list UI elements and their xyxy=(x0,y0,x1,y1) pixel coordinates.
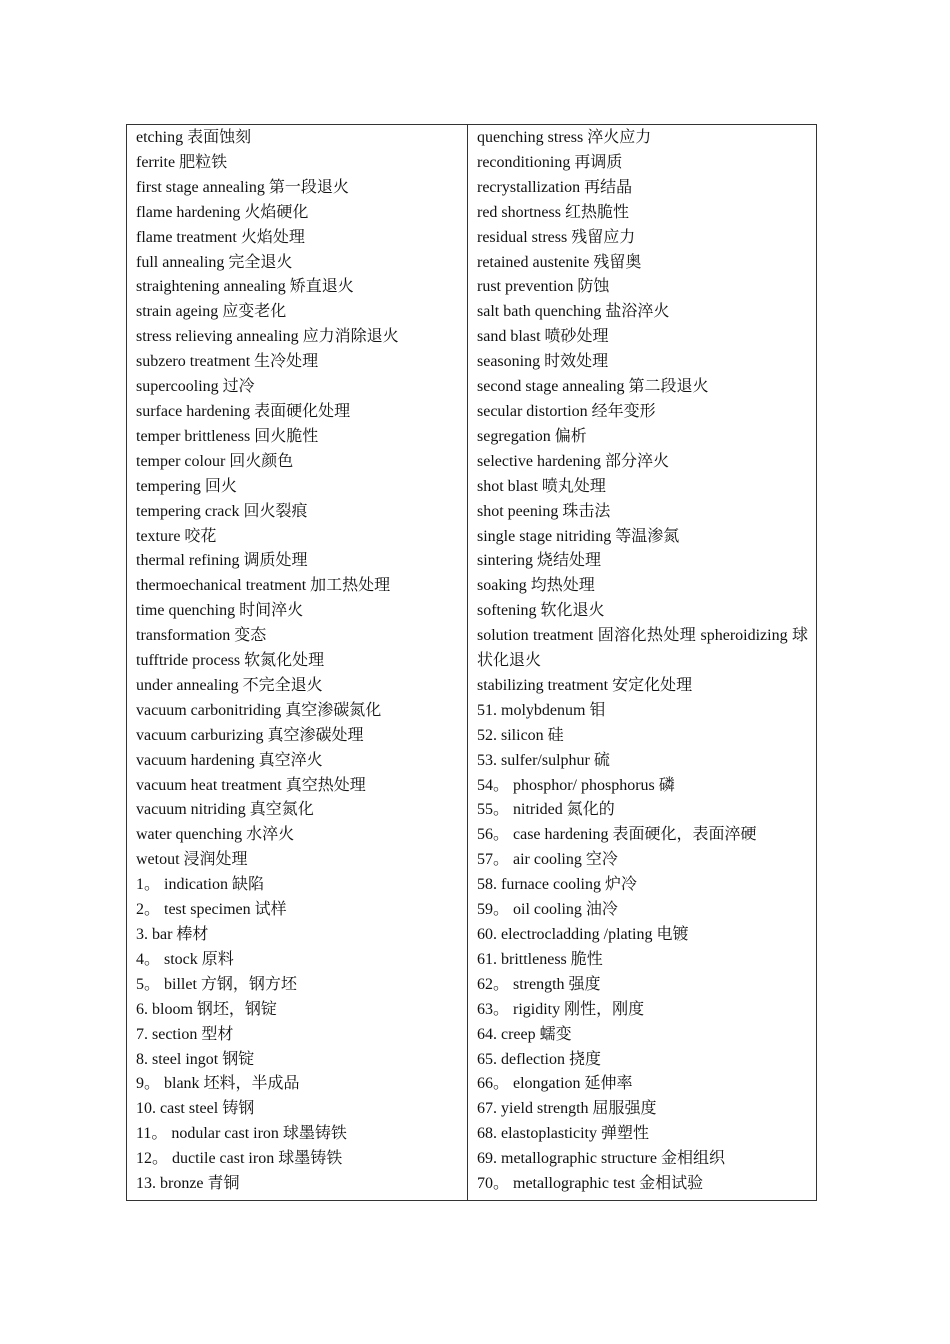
glossary-entry: 56。 case hardening 表面硬化，表面淬硬 xyxy=(477,826,757,844)
glossary-entry: sand blast 喷砂处理 xyxy=(477,328,609,346)
glossary-entry: solution treatment 固溶化热处理 spheroidizing 球状化退火 xyxy=(477,627,808,670)
glossary-entry: 62。 strength 强度 xyxy=(477,975,601,993)
glossary-entry: ferrite 肥粒铁 xyxy=(136,153,228,171)
right-entry-list xyxy=(477,126,808,1197)
glossary-entry: stress relieving annealing 应力消除退火 xyxy=(136,328,399,346)
glossary-entry: secular distortion 经年变形 xyxy=(477,402,656,420)
glossary-entry: 4。 stock 原料 xyxy=(136,950,234,968)
glossary-entry: 66。 elongation 延伸率 xyxy=(477,1075,633,1093)
glossary-entry: transformation 变态 xyxy=(136,627,267,645)
glossary-entry: temper brittleness 回火脆性 xyxy=(136,427,319,445)
glossary-entry: 58. furnace cooling 炉冷 xyxy=(477,876,637,894)
glossary-entry: flame hardening 火焰硬化 xyxy=(136,203,309,221)
glossary-entry: recrystallization 再结晶 xyxy=(477,178,633,196)
glossary-entry: 12。 ductile cast iron 球墨铸铁 xyxy=(136,1150,343,1168)
glossary-entry: second stage annealing 第二段退火 xyxy=(477,378,709,396)
glossary-entry: 54。 phosphor/ phosphorus 磷 xyxy=(477,776,675,794)
glossary-entry: 69. metallographic structure 金相组织 xyxy=(477,1150,725,1168)
glossary-entry: 2。 test specimen 试样 xyxy=(136,901,287,919)
glossary-entry: 70。 metallographic test 金相试验 xyxy=(477,1175,704,1193)
glossary-entry: 6. bloom 钢坯，钢锭 xyxy=(136,1000,277,1018)
glossary-entry: 7. section 型材 xyxy=(136,1025,234,1043)
glossary-entry: 10. cast steel 铸钢 xyxy=(136,1100,255,1118)
glossary-entry: first stage annealing 第一段退火 xyxy=(136,178,349,196)
glossary-entry: rust prevention 防蚀 xyxy=(477,278,610,296)
glossary-entry: vacuum carburizing 真空渗碳处理 xyxy=(136,726,364,744)
glossary-entry: residual stress 残留应力 xyxy=(477,228,636,246)
glossary-entry: soaking 均热处理 xyxy=(477,577,595,595)
glossary-entry: selective hardening 部分淬火 xyxy=(477,452,669,470)
glossary-entry: tufftride process 软氮化处理 xyxy=(136,652,325,670)
glossary-entry: vacuum nitriding 真空氮化 xyxy=(136,801,314,819)
left-column xyxy=(127,125,468,1201)
glossary-entry: 60. electrocladding /plating 电镀 xyxy=(477,926,689,943)
glossary-entry: strain ageing 应变老化 xyxy=(136,303,287,321)
glossary-entry: retained austenite 残留奥 xyxy=(477,253,642,271)
glossary-entry: etching 表面蚀刻 xyxy=(136,129,252,146)
glossary-entry: water quenching 水淬火 xyxy=(136,826,295,844)
glossary-entry: vacuum heat treatment 真空热处理 xyxy=(136,776,366,794)
glossary-entry: vacuum carbonitriding 真空渗碳氮化 xyxy=(136,701,382,719)
glossary-entry: shot blast 喷丸处理 xyxy=(477,477,606,495)
glossary-entry: 9。 blank 坯料，半成品 xyxy=(136,1075,300,1093)
glossary-entry: temper colour 回火颜色 xyxy=(136,452,294,470)
glossary-entry: softening 软化退火 xyxy=(477,602,605,620)
glossary-entry: 53. sulfer/sulphur 硫 xyxy=(477,751,610,769)
glossary-entry: tempering 回火 xyxy=(136,477,237,495)
glossary-entry: 61. brittleness 脆性 xyxy=(477,950,603,968)
glossary-entry: under annealing 不完全退火 xyxy=(136,676,323,694)
glossary-table xyxy=(126,124,817,1201)
glossary-entry: 64. creep 蠕变 xyxy=(477,1025,572,1043)
glossary-entry: 65. deflection 挠度 xyxy=(477,1050,601,1068)
glossary-entry: reconditioning 再调质 xyxy=(477,153,623,171)
glossary-entry: surface hardening 表面硬化处理 xyxy=(136,402,351,420)
glossary-entry: flame treatment 火焰处理 xyxy=(136,228,305,246)
glossary-entry: texture 咬花 xyxy=(136,527,217,545)
glossary-entry: 11。 nodular cast iron 球墨铸铁 xyxy=(136,1125,347,1143)
glossary-entry: 52. silicon 硅 xyxy=(477,726,564,744)
glossary-entry: vacuum hardening 真空淬火 xyxy=(136,751,323,769)
left-entry-list xyxy=(136,126,459,1197)
glossary-entry: 59。 oil cooling 油冷 xyxy=(477,901,618,919)
glossary-entry: salt bath quenching 盐浴淬火 xyxy=(477,303,670,321)
glossary-entry: 57。 air cooling 空冷 xyxy=(477,851,618,869)
glossary-entry: straightening annealing 矫直退火 xyxy=(136,278,354,296)
glossary-entry: 67. yield strength 屈服强度 xyxy=(477,1100,657,1118)
glossary-entry: wetout 浸润处理 xyxy=(136,851,248,869)
glossary-entry: 63。 rigidity 刚性，刚度 xyxy=(477,1000,645,1018)
glossary-entry: subzero treatment 生冷处理 xyxy=(136,353,319,371)
glossary-entry: single stage nitriding 等温渗氮 xyxy=(477,527,680,545)
glossary-entry: 55。 nitrided 氮化的 xyxy=(477,801,615,819)
glossary-entry: 13. bronze 青铜 xyxy=(136,1175,240,1193)
glossary-entry: segregation 偏析 xyxy=(477,427,587,445)
glossary-entry: quenching stress 淬火应力 xyxy=(477,129,652,146)
glossary-entry: full annealing 完全退火 xyxy=(136,253,293,271)
glossary-entry: 1。 indication 缺陷 xyxy=(136,876,264,894)
glossary-entry: 51. molybdenum 钼 xyxy=(477,701,606,719)
glossary-entry: sintering 烧结处理 xyxy=(477,552,601,570)
glossary-entry: red shortness 红热脆性 xyxy=(477,203,629,221)
glossary-entry: thermoechanical treatment 加工热处理 xyxy=(136,577,391,595)
glossary-entry: time quenching 时间淬火 xyxy=(136,602,304,620)
glossary-entry: supercooling 过冷 xyxy=(136,378,255,396)
glossary-entry: thermal refining 调质处理 xyxy=(136,552,308,570)
glossary-entry: 5。 billet 方钢，钢方坯 xyxy=(136,975,297,993)
glossary-entry: 8. steel ingot 钢锭 xyxy=(136,1050,255,1068)
glossary-entry: 3. bar 棒材 xyxy=(136,926,209,943)
glossary-entry: seasoning 时效处理 xyxy=(477,353,609,371)
glossary-row xyxy=(127,125,817,1201)
glossary-entry: shot peening 珠击法 xyxy=(477,502,611,520)
glossary-entry: 68. elastoplasticity 弹塑性 xyxy=(477,1125,649,1143)
glossary-entry: tempering crack 回火裂痕 xyxy=(136,502,308,520)
right-column xyxy=(468,125,817,1201)
glossary-entry: stabilizing treatment 安定化处理 xyxy=(477,676,693,694)
